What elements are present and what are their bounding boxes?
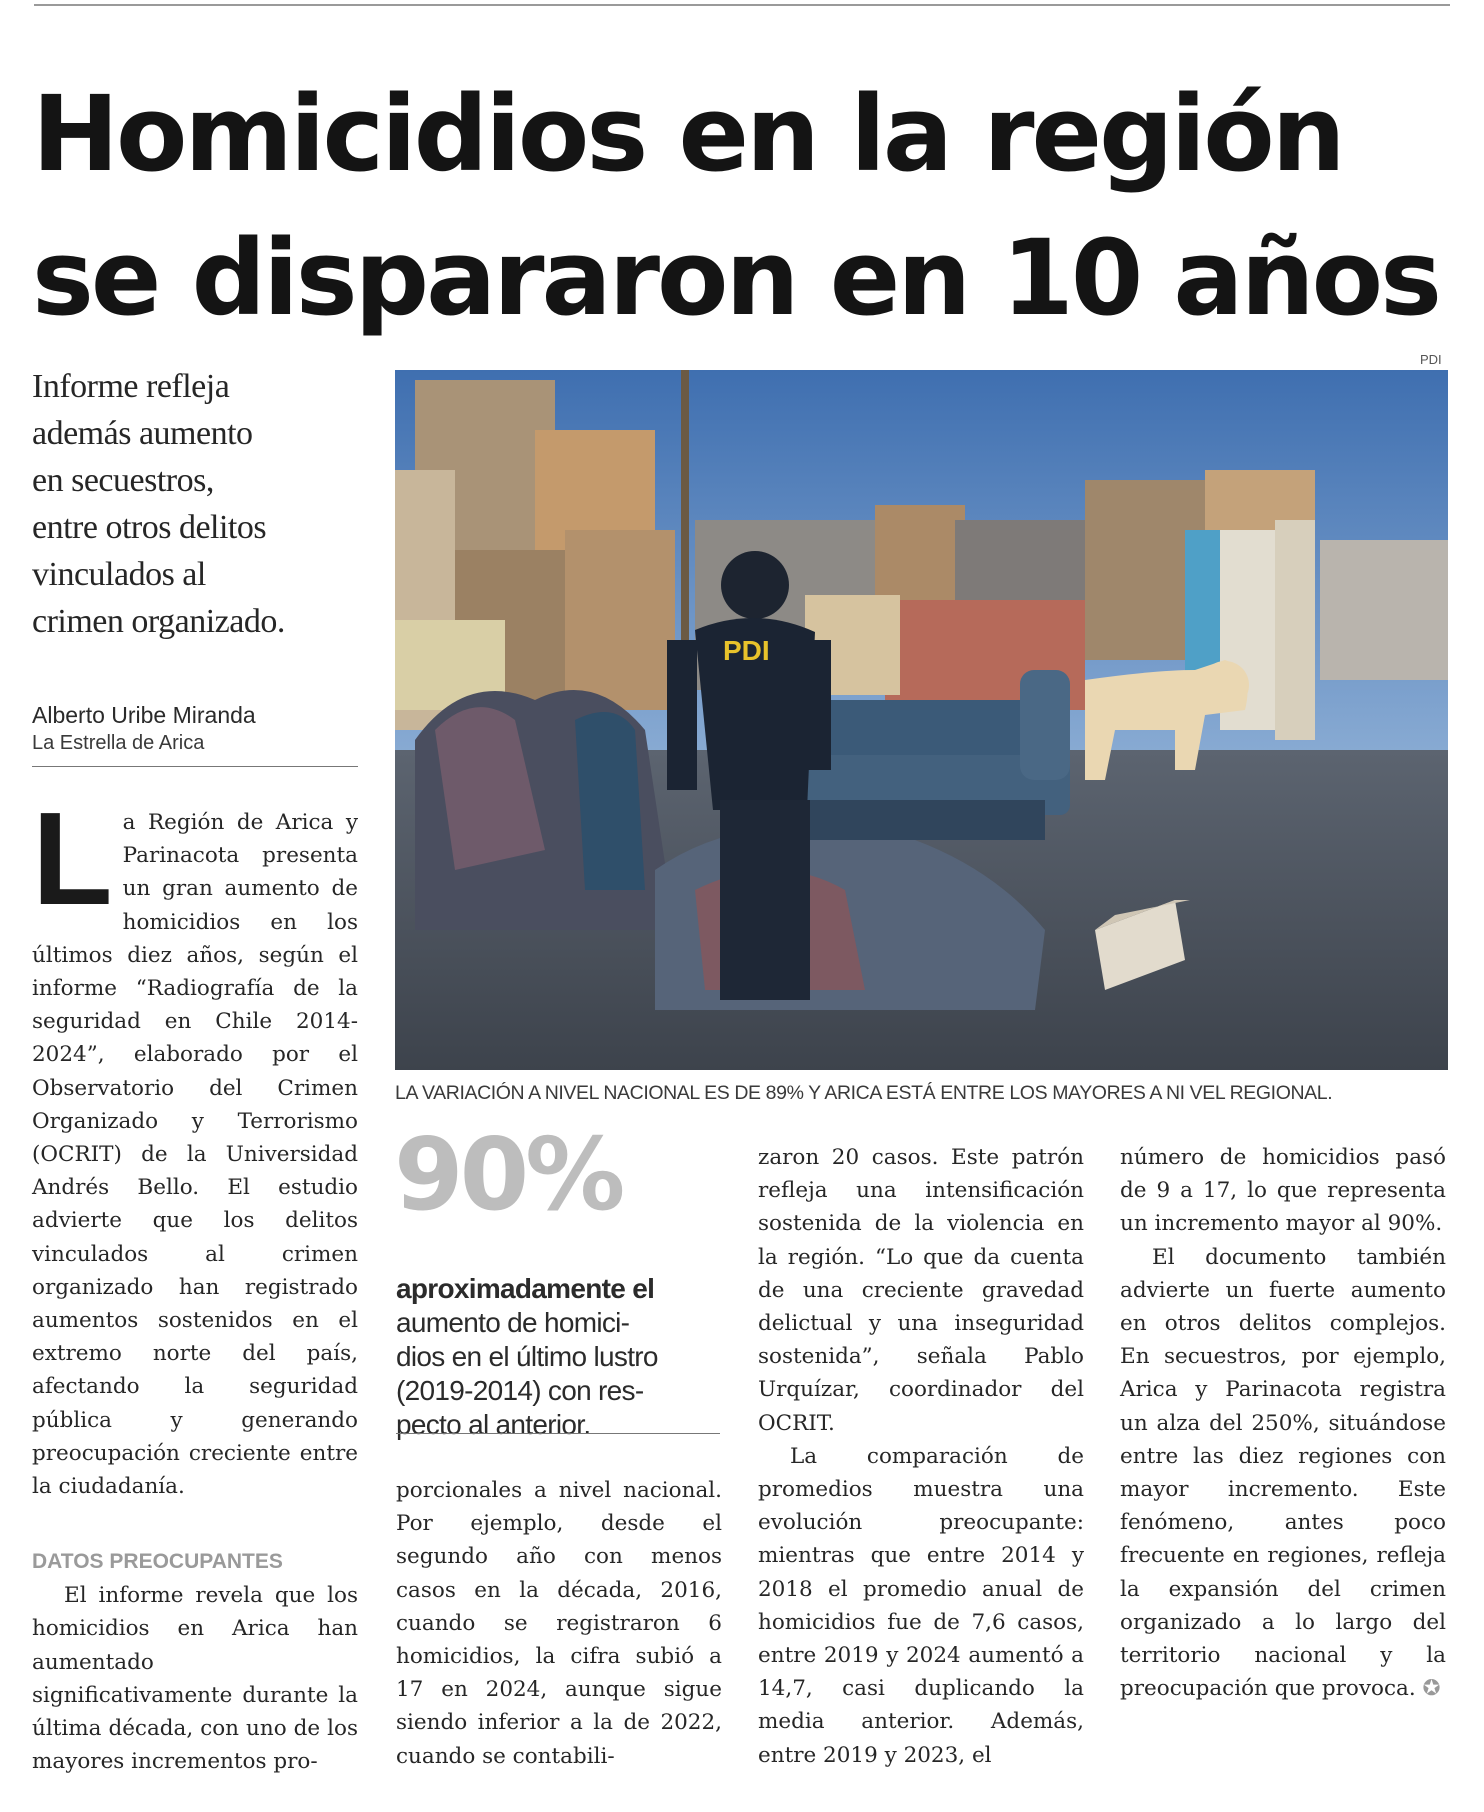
- headline-line-1: Homicidios en la región: [32, 73, 1343, 195]
- byline-outlet: La Estrella de Arica: [32, 732, 205, 754]
- headline-line-2: se dispararon en 10 años: [32, 217, 1440, 339]
- kicker-line: entre otros delitos: [32, 509, 267, 546]
- kicker-line: en secuestros,: [32, 462, 214, 499]
- body-paragraph: El informe revela que los homicidios en Arica han aumentado significativamente durante la última década, con uno de los mayores incrementos pro-: [32, 1583, 358, 1775]
- article-column-1: [32, 785, 358, 1778]
- stat-description: [396, 1272, 726, 1442]
- top-rule: [34, 4, 1450, 6]
- kicker: [32, 363, 362, 645]
- article-column-4: [1120, 1141, 1446, 1705]
- subhead: DATOS PREOCUPANTES: [32, 1550, 283, 1574]
- kicker-line: vinculados al: [32, 556, 206, 593]
- end-mark-icon: ✪: [1422, 1676, 1441, 1702]
- lead-paragraph: a Región de Arica y Parinacota presenta un gran aumento de homicidios en los últimos diez años, según el informe “Radiografía de la seguridad en Chile 2014-2024”, elaborado por el Observatorio del Crimen Organizado y Terrorismo (OCRIT) de la Universidad Andrés Bello. El estudio advierte que los delitos vinculados al crimen organizado han registrado aumentos sostenidos en el extremo norte del país, afectando la seguridad pública y generando preocupación creciente entre la ciudadanía.: [32, 810, 358, 1500]
- stat-value: 90%: [394, 1116, 622, 1233]
- stat-line: aumento de homici-: [396, 1307, 630, 1338]
- body-paragraph: [1120, 1241, 1446, 1706]
- byline-divider: [32, 766, 358, 767]
- news-photo: [395, 370, 1448, 1070]
- body-paragraph: número de homicidios pasó de 9 a 17, lo que representa un incremento mayor al 90%.: [1120, 1145, 1446, 1237]
- stat-highlight: aproximadamente el: [396, 1273, 655, 1304]
- closing-text: El documento también advierte un fuerte aumento en otros delitos complejos. En secuestros, por ejemplo, Arica y Parinacota registra un alza del 250%, situándose entre las diez regiones con mayor incremento. Este fenómeno, antes poco frecuente en regiones, refleja la expansión del crimen organizado a lo largo del territorio nacional y la preocupación que provoca.: [1120, 1244, 1446, 1702]
- drop-cap: L: [32, 785, 113, 932]
- headline: [32, 62, 1462, 350]
- article-column-2: [396, 1474, 722, 1773]
- kicker-line: crimen organizado.: [32, 603, 285, 640]
- kicker-line: además aumento: [32, 415, 253, 452]
- stat-line: pecto al anterior.: [396, 1409, 591, 1440]
- stat-line: (2019-2014) con res-: [396, 1375, 644, 1406]
- article-column-3: [758, 1141, 1084, 1772]
- photo-credit: PDI: [1420, 352, 1442, 367]
- stat-divider: [396, 1433, 720, 1434]
- stat-line: dios en el último lustro: [396, 1341, 658, 1372]
- kicker-line: Informe refleja: [32, 368, 230, 405]
- byline-author: Alberto Uribe Miranda: [32, 702, 256, 728]
- vest-text: PDI: [723, 635, 770, 666]
- body-paragraph: zaron 20 casos. Este patrón refleja una intensificación sostenida de la violencia en la región. “Lo que da cuenta de una creciente gravedad delictual y una inseguridad sostenida”, señala Pablo Urquízar, coordinador del OCRIT.: [758, 1145, 1084, 1436]
- body-paragraph: La comparación de promedios muestra una evolución preocupante: mientras que entre 2014 y 2018 el promedio anual de homicidios fue de 7,6 casos, entre 2019 y 2024 aumentó a 14,7, casi duplicando la media anterior. Además, entre 2019 y 2023, el: [758, 1443, 1084, 1768]
- photo-illustration: [395, 370, 1448, 1070]
- body-paragraph: porcionales a nivel nacional. Por ejemplo, desde el segundo año con menos casos en la década, 2016, cuando se registraron 6 homicidios, la cifra subió a 17 en 2024, aunque sigue siendo inferior a la de 2022, cuando se contabili-: [396, 1478, 722, 1769]
- byline: [32, 700, 362, 756]
- photo-caption: LA VARIACIÓN A NIVEL NACIONAL ES DE 89% Y ARICA ESTÁ ENTRE LOS MAYORES A NI VEL REGIONAL.: [395, 1082, 1333, 1104]
